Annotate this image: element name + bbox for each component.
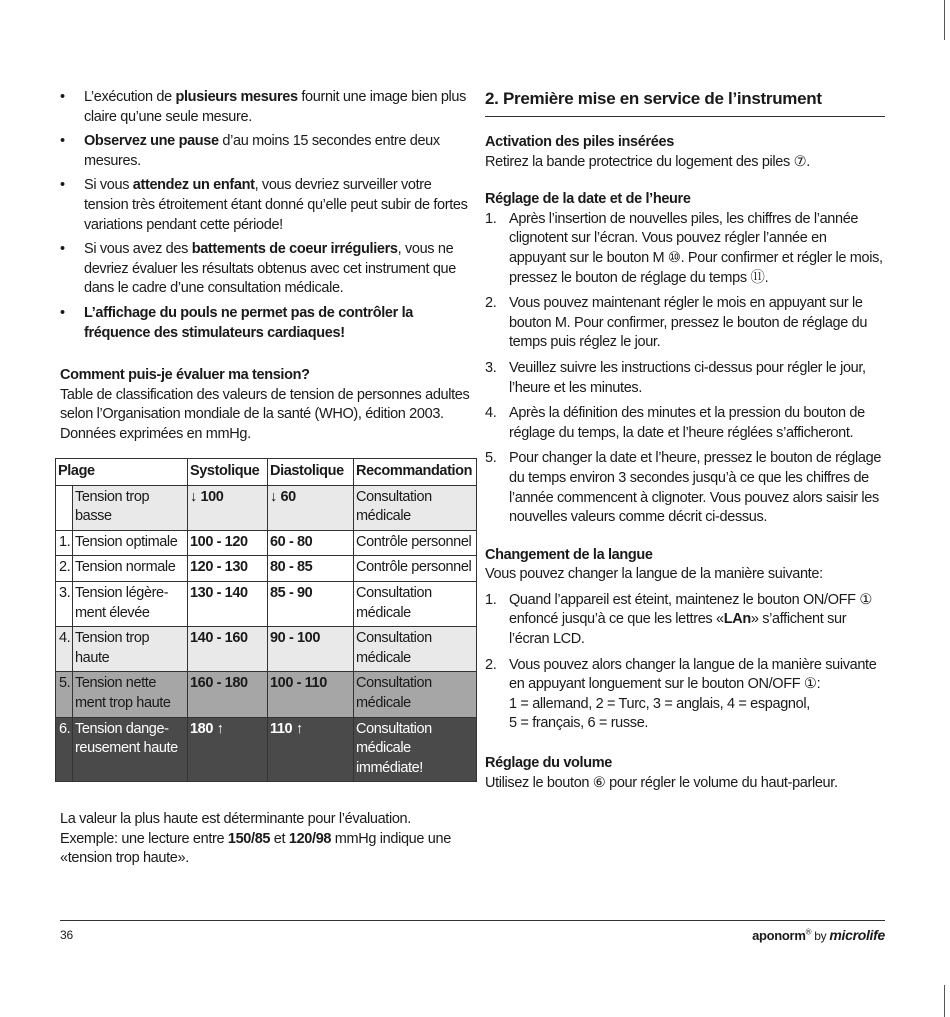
blood-pressure-table [55,458,477,782]
list-item: 1. Après l’insertion de nouvelles piles, les chiffres de l’année clignotent sur l’écran. Vous pouvez régler l’année en appuyant sur le bouton M ⑩. Pour confirmer et régler le mois, pressez le bouton de réglage du temps ⑪. [485,210,883,286]
language-title: Changement de la langue [485,546,653,563]
list-item: 1. Quand l’appareil est éteint, maintenez le bouton ON/OFF ① enfoncé jusqu’à ce que les lettres «LAn» s’affichent sur l’écran LCD. [485,591,872,648]
row-recommendation: Consultation médicale [354,581,477,626]
row-diastolic: 100 - 110 [268,672,354,717]
table-row [56,556,477,582]
list-item: 5. Pour changer la date et l’heure, pressez le bouton de réglage du temps environ 3 secondes jusqu’à ce que les chiffres de l’année commencent à clignoter. Vous pouvez alors saisir les nouvelles valeurs comme décrit ci-dessus. [485,450,882,526]
bullet-icon: • [60,89,65,105]
row-number: 3. [56,581,73,626]
table-row [56,485,477,530]
table-row [56,581,477,626]
list-item: 2. Vous pouvez maintenant régler le mois en appuyant sur le bouton M. Pour confirmer, pressez le bouton de réglage du temps puis réglez le jour. [485,295,868,351]
row-range: Tension dange-reusement haute [73,717,188,782]
crop-mark [944,0,945,40]
row-recommendation: Consultation médicale [354,672,477,717]
evaluation-line: La valeur la plus haute est déterminante pour l’évaluation. [60,811,411,827]
evaluation-note [60,810,478,869]
page-number: 36 [60,928,73,942]
date-steps [485,210,885,528]
table-row [56,530,477,556]
row-systolic: 160 - 180 [188,672,268,717]
example-line: Exemple: une lecture entre 150/85 et 120/98 mmHg indique une «tension trop haute». [60,830,451,867]
row-systolic: ↓ 100 [188,485,268,530]
list-item: • Si vous avez des battements de coeur irréguliers, vous ne devriez évaluer les résultats obtenus avec cet instrument que dans le cadre d’une consultation médicale. [60,241,456,297]
brand-logo: aponorm® by microlife [752,927,885,943]
list-item: 3. Veuillez suivre les instructions ci-dessus pour régler le jour, l’heure et les minutes. [485,359,866,396]
row-recommendation: Contrôle personnel [354,530,477,556]
row-number: 5. [56,672,73,717]
advice-list [60,88,478,343]
row-number [56,485,73,530]
header-plage: Plage [56,459,188,486]
row-diastolic: 90 - 100 [268,627,354,672]
row-recommendation: Consultation médicale [354,627,477,672]
row-number: 6. [56,717,73,782]
section-title: 2. Première mise en service de l’instrument [485,88,885,117]
list-item: • Si vous attendez un enfant, vous devriez surveiller votre tension très étroitement étant donné qu’elle peut subir de fortes variations pendant cette période! [60,177,468,233]
left-column [60,88,478,445]
row-systolic: 120 - 130 [188,556,268,582]
bullet-icon: • [60,177,65,194]
crop-mark [944,985,945,1017]
list-item: • L’affichage du pouls ne permet pas de contrôler la fréquence des stimulateurs cardiaques! [60,304,413,341]
table-row [56,717,477,782]
row-systolic: 140 - 160 [188,627,268,672]
table-row [56,672,477,717]
question-title: Comment puis-je évaluer ma tension? [60,367,310,384]
footer-divider [60,920,885,921]
row-range: Tension trop basse [73,485,188,530]
row-range: Tension trop haute [73,627,188,672]
right-column [485,88,885,793]
bullet-icon: • [60,304,65,321]
row-recommendation: Consultation médicale immédiate! [354,717,477,782]
row-number: 4. [56,627,73,672]
row-systolic: 100 - 120 [188,530,268,556]
row-systolic: 180 ↑ [188,717,268,782]
row-diastolic: 110 ↑ [268,717,354,782]
row-recommendation: Contrôle personnel [354,556,477,582]
row-number: 2. [56,556,73,582]
table-row [56,627,477,672]
header-diastolique: Diastolique [268,459,354,486]
volume-title: Réglage du volume [485,755,612,772]
activation-title: Activation des piles insérées [485,134,674,150]
row-range: Tension légère-ment élevée [73,581,188,626]
header-recommandation: Recommandation [354,459,477,486]
language-steps [485,591,885,734]
list-item: 4. Après la définition des minutes et la pression du bouton de réglage du temps, la date et l’heure réglées s’afficheront. [485,405,865,441]
row-diastolic: 80 - 85 [268,556,354,582]
row-range: Tension optimale [73,530,188,556]
table-header-row [56,459,477,486]
row-range: Tension normale [73,556,188,582]
activation-text: Retirez la bande protectrice du logement des piles ⑦. [485,153,810,170]
row-diastolic: ↓ 60 [268,485,354,530]
list-item: 2. Vous pouvez alors changer la langue de la manière suivante en appuyant longuement sur le bouton ON/OFF ①: 1 = allemand, 2 = Turc, 3 = anglais, 4 = espagnol, 5 = français, 6 = russe. [485,656,877,732]
list-item: • L’exécution de plusieurs mesures fournit une image bien plus claire qu’une seule mesure. [60,89,467,125]
row-diastolic: 85 - 90 [268,581,354,626]
question-text: Table de classification des valeurs de tension de personnes adultes selon l’Organisation mondiale de la santé (WHO), édition 2003. Données exprimées en mmHg. [60,386,470,442]
language-intro: Vous pouvez changer la langue de la manière suivante: [485,566,823,583]
row-number: 1. [56,530,73,556]
activation-block [485,133,885,172]
row-diastolic: 60 - 80 [268,530,354,556]
row-systolic: 130 - 140 [188,581,268,626]
row-range: Tension nette ment trop haute [73,672,188,717]
header-systolique: Systolique [188,459,268,486]
list-item: • Observez une pause d’au moins 15 secondes entre deux mesures. [60,133,440,169]
bullet-icon: • [60,133,65,150]
volume-text: Utilisez le bouton ⑥ pour régler le volume du haut-parleur. [485,774,838,791]
row-recommendation: Consultation médicale [354,485,477,530]
bullet-icon: • [60,241,65,258]
date-title: Réglage de la date et de l’heure [485,191,691,208]
